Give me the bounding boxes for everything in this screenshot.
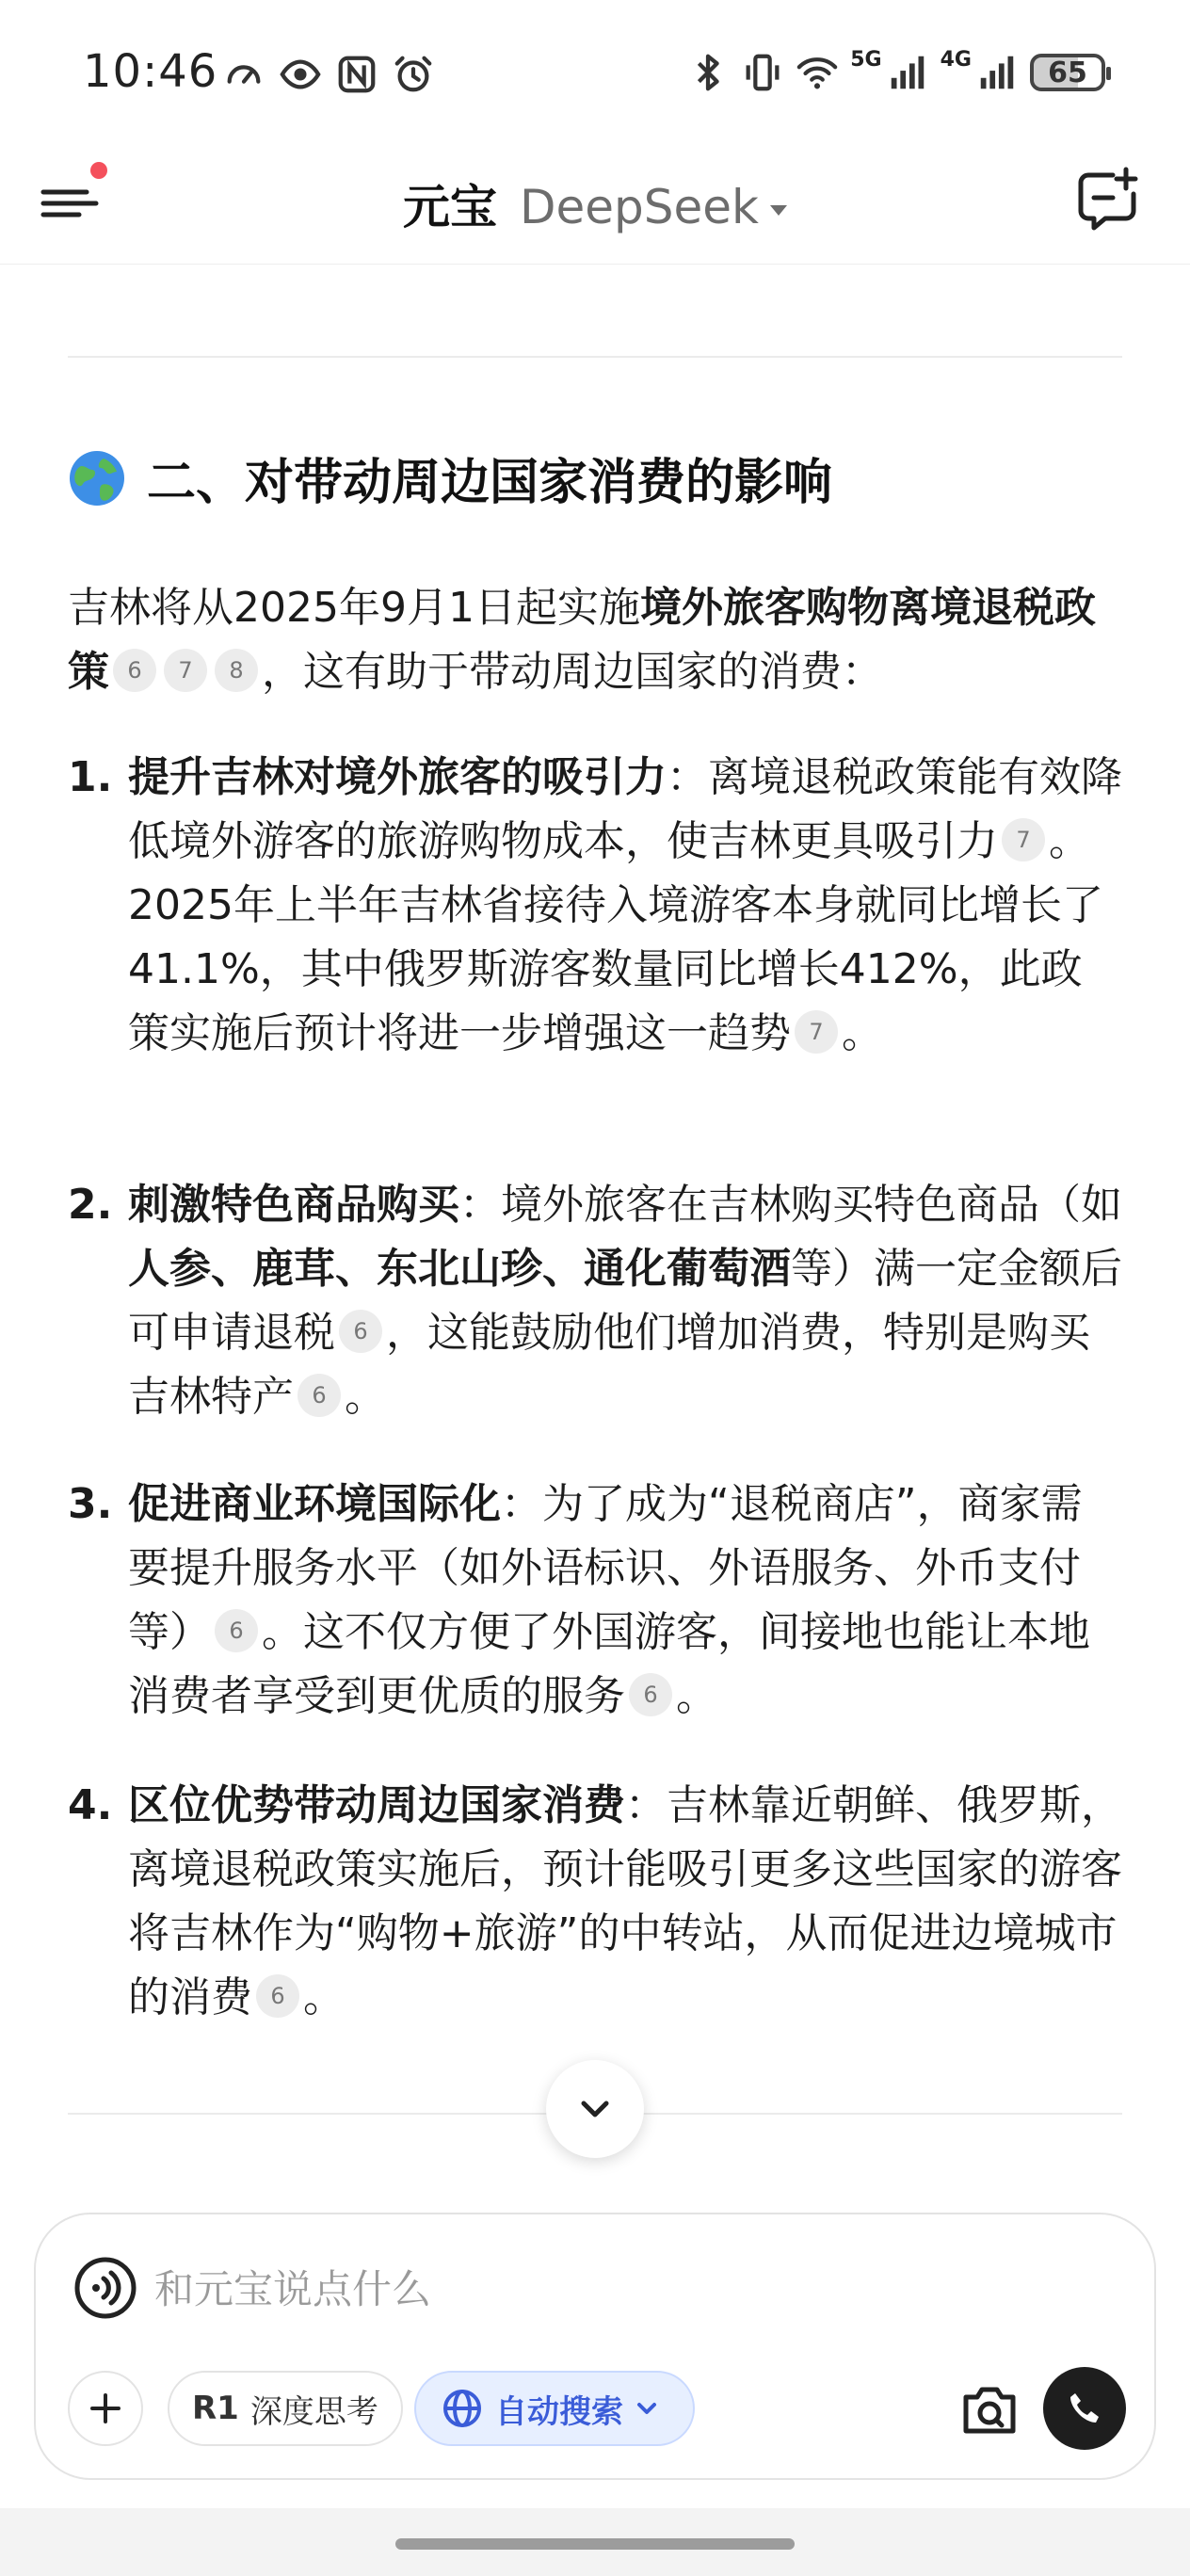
list-item [68,1173,1122,1429]
list-item-text: 。这不仅方便了外国游客，间接地也能让本地消费者享受到更优质的服务 [128,1608,1090,1720]
list-number: 2. [68,1181,113,1229]
home-indicator[interactable] [395,2538,795,2550]
citation-badge[interactable]: 8 [215,649,258,692]
eye-icon [279,53,322,96]
status-bar [0,0,1190,141]
camera-icon[interactable] [957,2376,1022,2442]
intro-text: ，这有助于带动周边国家的消费： [262,648,883,696]
signal-4g-label: 4G [940,47,972,72]
status-icons-right [686,47,1105,94]
app-header [0,141,1190,265]
caret-down-icon [770,205,787,216]
add-attachment-button[interactable] [68,2371,143,2446]
new-chat-icon[interactable] [1071,164,1143,235]
list-item-text: 。 [345,1373,386,1421]
plus-icon [87,2390,124,2427]
list-item-text: ：吉林靠近朝鲜、俄罗斯，离境退税政策实施后，预计能吸引更多这些国家的游客将吉林作为“购物+旅游”的中转站，从而促进边境城市的消费 [128,1781,1122,2021]
citation-badge[interactable]: 7 [795,1010,838,1054]
scroll-to-bottom-button[interactable] [546,2060,644,2158]
auto-search-label: 自动搜索 [495,2392,623,2431]
speed-gauge-icon [222,53,265,96]
nfc-icon [335,53,378,96]
signal-5g-label: 5G [850,47,882,72]
citation-badge[interactable]: 7 [164,649,207,692]
citation-badge[interactable]: 6 [298,1374,341,1417]
vibrate-icon [741,51,784,94]
intro-text: 吉林将从2025年9月1日起实施 [68,584,640,632]
auto-search-toggle[interactable] [414,2371,695,2446]
globe-search-icon [439,2385,486,2432]
divider [68,356,1122,358]
signal-bars-icon [886,51,929,94]
signal-bars-icon [975,51,1019,94]
citation-badge[interactable]: 6 [339,1310,382,1353]
model-name: DeepSeek [520,180,759,234]
list-item-title: 刺激特色商品购买 [128,1181,459,1229]
list-number: 1. [68,753,113,801]
battery-indicator: 65 [1030,54,1105,91]
list-item-text: ：境外旅客在吉林购买特色商品（如 [459,1181,1122,1229]
deep-think-prefix: R1 [192,2390,239,2427]
list-item [68,1774,1122,2030]
list-item-bold: 人参、鹿茸、东北山珍、通化葡萄酒 [128,1245,791,1293]
message-input[interactable] [153,2258,1004,2320]
list-item-text: ，这能鼓励他们增加消费，特别是购买吉林特产 [128,1309,1090,1421]
list-item-text: 等）满一定金额后可申请退税 [128,1245,1122,1357]
deep-think-label: 深度思考 [249,2392,378,2431]
list-number: 4. [68,1781,113,1829]
section-title-text: 二、对带动周边国家消费的影响 [147,455,833,511]
list-item-title: 提升吉林对境外旅客的吸引力 [128,753,667,801]
list-item-text: ：离境退税政策能有效降低境外游客的旅游购物成本，使吉林更具吸引力 [128,753,1122,865]
citation-badge[interactable]: 6 [113,649,156,692]
voice-input-icon[interactable] [73,2256,137,2320]
status-time: 10:46 [83,45,218,98]
chevron-down-icon [633,2394,661,2423]
bluetooth-icon [686,51,730,94]
citation-badge[interactable]: 6 [215,1609,258,1652]
list-item-text: ：为了成为“退税商店”，商家需要提升服务水平（如外语标识、外语服务、外币支付等） [128,1480,1083,1656]
list-item-text: 。 [842,1009,883,1057]
list-number: 3. [68,1480,113,1528]
list-item-title: 区位优势带动周边国家消费 [128,1781,625,1829]
status-icons-left [222,53,435,96]
list-item [68,746,1122,1066]
list-item-text: 。 [303,1973,345,2021]
message-composer [34,2213,1156,2480]
app-brand: 元宝 [403,180,497,234]
deep-think-toggle[interactable] [168,2371,403,2446]
wifi-icon [796,51,839,94]
section-title [68,443,832,513]
section-intro [68,576,1122,704]
list-item [68,1473,1122,1729]
citation-badge[interactable]: 7 [1002,818,1045,861]
list-item-title: 促进商业环境国际化 [128,1480,501,1528]
model-switcher[interactable] [0,169,1190,237]
list-item-text: 。2025年上半年吉林省接待入境游客本身就同比增长了41.1%，其中俄罗斯游客数量同比增长412%，此政策实施后预计将进一步增强这一趋势 [128,817,1103,1057]
citation-badge[interactable]: 6 [256,1974,299,2018]
intro-bold: 境外旅客购物离境退税政策 [68,584,1096,696]
citation-badge[interactable]: 6 [629,1673,672,1716]
list-item-text: 。 [676,1672,717,1720]
phone-icon [1064,2388,1105,2429]
alarm-icon [392,53,435,96]
system-nav-bar [0,2508,1190,2576]
globe-icon [68,449,126,507]
chevron-down-icon [574,2088,616,2130]
voice-call-button[interactable] [1043,2367,1126,2450]
